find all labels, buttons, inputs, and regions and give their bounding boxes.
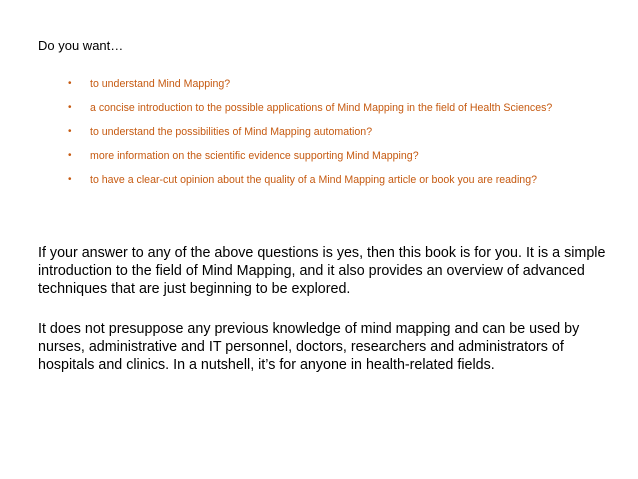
list-item — [68, 125, 588, 139]
bullet-icon: • — [68, 126, 72, 137]
bullet-text: to understand Mind Mapping? — [90, 78, 231, 90]
list-item — [68, 149, 588, 163]
bullet-text: a concise introduction to the possible applications of Mind Mapping in the field of Health Sciences? — [90, 102, 553, 114]
bullet-text: more information on the scientific evidence supporting Mind Mapping? — [90, 150, 419, 162]
bullet-icon: • — [68, 150, 72, 161]
bullet-text: to have a clear-cut opinion about the quality of a Mind Mapping article or book you are reading? — [90, 174, 537, 186]
body-paragraph: If your answer to any of the above questions is yes, then this book is for you. It is a simple introduction to the field of Mind Mapping, and it also provides an overview of advanced techniques that are just beginning to be explored. — [38, 245, 606, 297]
bullet-text: to understand the possibilities of Mind Mapping automation? — [90, 126, 373, 138]
bullet-icon: • — [68, 102, 72, 113]
list-item — [68, 77, 588, 91]
list-item — [68, 101, 588, 115]
list-item — [68, 173, 588, 187]
body-paragraph: It does not presuppose any previous knowledge of mind mapping and can be used by nurses, administrative and IT personnel, doctors, researchers and administrators of hospitals and clinics. In a nutshell, it’s for anyone in health-related fields. — [38, 321, 580, 373]
intro-heading: Do you want… — [38, 38, 124, 53]
bullet-icon: • — [68, 174, 72, 185]
bullet-icon: • — [68, 78, 72, 89]
question-list — [68, 77, 588, 197]
